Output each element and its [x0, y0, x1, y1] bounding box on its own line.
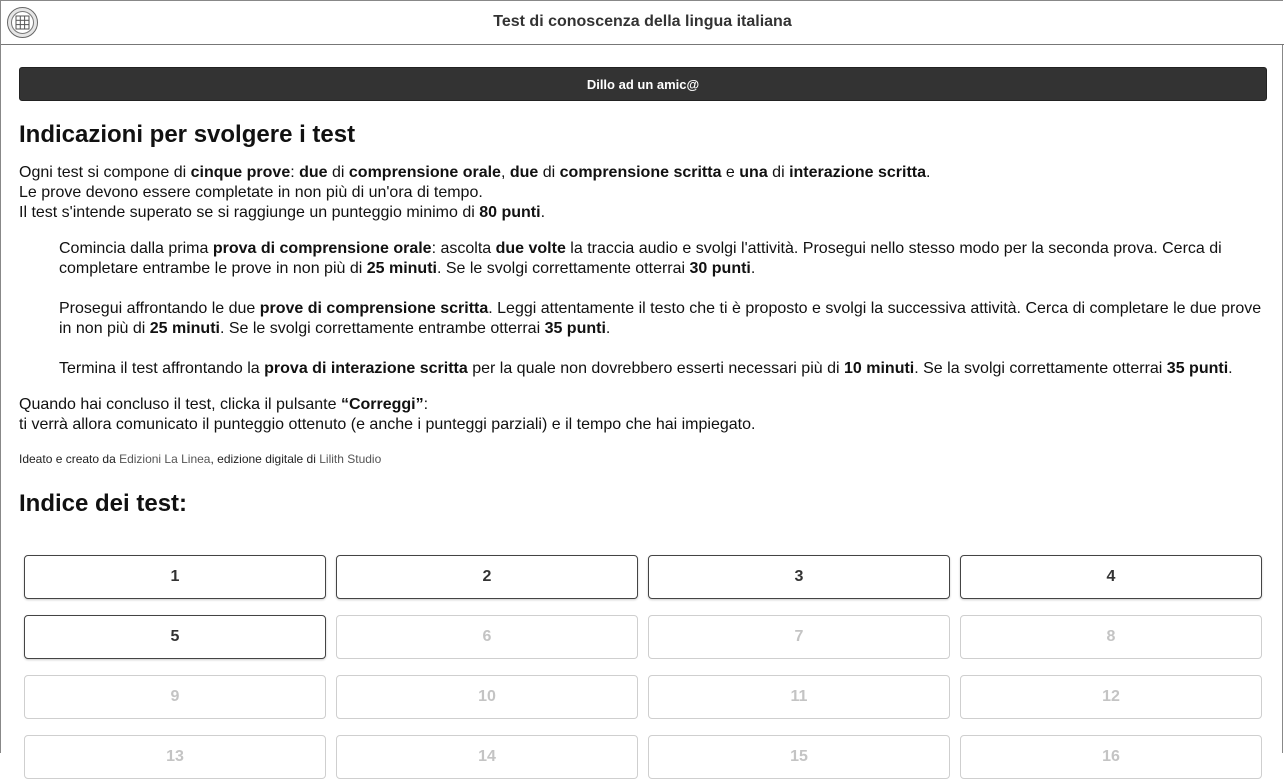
text-bold: comprensione scritta — [559, 164, 722, 181]
text-bold: due — [299, 164, 328, 181]
text: . Se la svolgi correttamente otterrai — [914, 360, 1167, 377]
text: . Se le svolgi correttamente entrambe otterrai — [219, 320, 545, 337]
text: , — [500, 164, 510, 181]
outro-text — [19, 395, 1264, 435]
test-button-13: 13 — [24, 735, 326, 779]
intro-line-3 — [19, 203, 1264, 223]
steps-list — [59, 239, 1264, 379]
text-bold: due — [509, 164, 539, 181]
step-3 — [59, 359, 1264, 379]
text: di — [538, 164, 560, 181]
text: . — [605, 320, 611, 337]
studio-link[interactable]: Lilith Studio — [319, 452, 382, 466]
text-bold: 35 punti — [544, 320, 606, 337]
credits — [19, 452, 1264, 466]
intro-text — [19, 163, 1264, 223]
text-bold: una — [739, 164, 768, 181]
text: : — [423, 396, 429, 413]
text-bold: prova di interazione scritta — [264, 360, 468, 377]
text: Ideato e creato da — [19, 452, 120, 466]
text: : ascolta — [431, 240, 496, 257]
test-button-8: 8 — [960, 615, 1262, 659]
test-button-15: 15 — [648, 735, 950, 779]
text-bold: 25 minuti — [149, 320, 220, 337]
text-bold: comprensione orale — [348, 164, 501, 181]
test-index-heading: Indice dei test: — [19, 490, 188, 517]
text-bold: 30 punti — [689, 260, 751, 277]
share-with-friend-button[interactable]: Dillo ad un amic@ — [19, 67, 1267, 101]
text: . Se le svolgi correttamente otterrai — [436, 260, 690, 277]
text-bold: 35 punti — [1166, 360, 1229, 377]
test-button-2[interactable]: 2 — [336, 555, 638, 599]
text-bold: prova di comprensione orale — [212, 240, 432, 257]
test-button-4[interactable]: 4 — [960, 555, 1262, 599]
text: per la quale non dovrebbero esserti necessari più di — [467, 360, 844, 377]
text: la traccia audio e svolgi l'attività. Prosegui nello stesso modo per la seconda prova. Cerca di completare entrambe le prove in non più di — [59, 240, 1222, 277]
intro-line-2: Le prove devono essere completate in non più di un'ora di tempo. — [19, 184, 483, 201]
text: Il test s'intende superato se si raggiunge un punteggio minimo di — [19, 204, 480, 221]
text-bold: prove di comprensione scritta — [259, 300, 489, 317]
instructions-heading: Indicazioni per svolgere i test — [19, 121, 356, 148]
test-button-11: 11 — [648, 675, 950, 719]
text: . Leggi attentamente il testo che ti è proposto e svolgi la successiva attività. Cerca di completare le due prove in non più di — [59, 300, 1262, 337]
test-button-12: 12 — [960, 675, 1262, 719]
text: Termina il test affrontando la — [59, 360, 265, 377]
text: Quando hai concluso il test, clicka il pulsante — [19, 396, 341, 413]
outro-line-2: ti verrà allora comunicato il punteggio ottenuto (e anche i punteggi parziali) e il tempo che hai impiegato. — [19, 416, 756, 433]
text: . — [1228, 360, 1233, 377]
text: , edizione digitale di — [210, 452, 320, 466]
text-bold: interazione scritta — [789, 164, 926, 181]
text: Comincia dalla prima — [59, 240, 213, 257]
outro-line-1 — [19, 395, 1264, 415]
test-button-16: 16 — [960, 735, 1262, 779]
text: Prosegui affrontando le due — [59, 300, 260, 317]
test-button-3[interactable]: 3 — [648, 555, 950, 599]
test-button-6: 6 — [336, 615, 638, 659]
test-button-1[interactable]: 1 — [24, 555, 326, 599]
text-bold: “Correggi” — [340, 396, 424, 413]
text: . — [750, 260, 756, 277]
test-index-grid — [24, 555, 1262, 779]
step-2 — [59, 299, 1264, 339]
step-1 — [59, 239, 1264, 279]
test-button-7: 7 — [648, 615, 950, 659]
text-bold: 10 minuti — [844, 360, 915, 377]
test-button-5[interactable]: 5 — [24, 615, 326, 659]
text: : — [290, 164, 300, 181]
intro-line-1 — [19, 163, 1264, 183]
text: e — [721, 164, 740, 181]
text: Ogni test si compone di — [19, 164, 191, 181]
text: di — [767, 164, 790, 181]
text-bold: due volte — [495, 240, 566, 257]
text-bold: 25 minuti — [366, 260, 437, 277]
page-title: Test di conoscenza della lingua italiana — [493, 13, 792, 30]
publisher-link[interactable]: Edizioni La Linea — [119, 452, 211, 466]
text: . — [926, 164, 931, 181]
main-content — [19, 119, 1264, 520]
text: . — [540, 204, 546, 221]
text-bold: 80 punti — [479, 204, 541, 221]
title-bar — [1, 1, 1284, 45]
text: di — [327, 164, 349, 181]
test-button-10: 10 — [336, 675, 638, 719]
text-bold: cinque prove — [190, 164, 291, 181]
test-button-9: 9 — [24, 675, 326, 719]
test-button-14: 14 — [336, 735, 638, 779]
